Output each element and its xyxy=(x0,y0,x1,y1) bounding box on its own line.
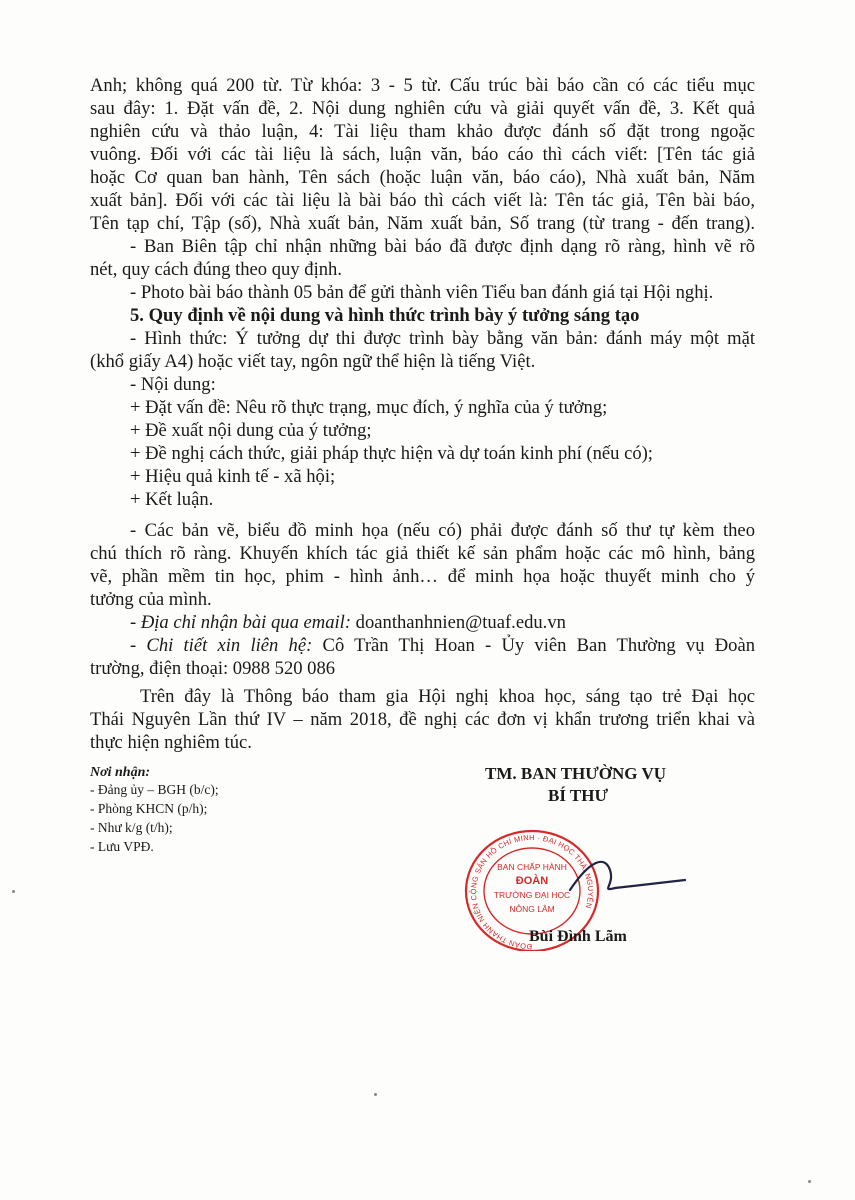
email-line xyxy=(130,612,755,634)
body-line: tưởng của mình. xyxy=(90,589,212,610)
list-item: + Kết luận. xyxy=(130,489,214,510)
recipient-item: - Đảng ủy – BGH (b/c); xyxy=(90,782,219,797)
body-line: (khổ giấy A4) hoặc viết tay, ngôn ngữ thể hiện là tiếng Việt. xyxy=(90,351,536,372)
list-item: + Đề xuất nội dung của ý tưởng; xyxy=(130,420,372,441)
list-item: + Đề nghị cách thức, giải pháp thực hiện và dự toán kinh phí (nếu có); xyxy=(130,443,653,464)
signature-title: TM. BAN THƯỜNG VỤ xyxy=(485,764,667,783)
body-line: vuông. Đối với các tài liệu là sách, luận văn, báo cáo thì cách viết: [Tên tác giả xyxy=(90,144,755,165)
seal-line: NÔNG LÂM xyxy=(509,904,555,914)
contact-line xyxy=(130,635,755,657)
section-heading: 5. Quy định về nội dung và hình thức trình bày ý tưởng sáng tạo xyxy=(130,305,640,326)
email-address[interactable]: doanthanhnien@tuaf.edu.vn xyxy=(351,612,566,633)
body-line: vẽ, phần mềm tin học, phim - hình ảnh… để minh họa hoặc thuyết minh cho ý xyxy=(90,566,755,587)
closing-line: Thái Nguyên Lần thứ IV – năm 2018, đề nghị các đơn vị khẩn trương triển khai và xyxy=(90,709,755,730)
body-line: - Photo bài báo thành 05 bản để gửi thành viên Tiểu ban đánh giá tại Hội nghị. xyxy=(130,282,714,303)
body-line: nghiên cứu và thảo luận, 4: Tài liệu tham khảo được đánh số đặt trong ngoặc xyxy=(90,121,755,142)
body-line: hoặc Cơ quan ban hành, Tên sách (hoặc luận văn, báo cáo), Nhà xuất bản, Năm xyxy=(90,167,755,188)
body-line: sau đây: 1. Đặt vấn đề, 2. Nội dung nghiên cứu và giải quyết vấn đề, 3. Kết quả xyxy=(90,98,755,119)
seal-ring-text: ĐOÀN THANH NIÊN CỘNG SẢN HỒ CHÍ MINH · ĐẠI HỌC THÁI NGUYÊN xyxy=(469,832,596,951)
signer-name: Bùi Đình Lãm xyxy=(529,928,627,945)
list-item: + Đặt vấn đề: Nêu rõ thực trạng, mục đích, ý nghĩa của ý tưởng; xyxy=(130,397,608,418)
scan-speck xyxy=(374,1093,377,1096)
body-line: Tên tạp chí, Tập (số), Nhà xuất bản, Năm xuất bản, Số trang (từ trang - đến trang). xyxy=(90,213,755,234)
recipients-title: Nơi nhận: xyxy=(90,765,151,780)
closing-line: Trên đây là Thông báo tham gia Hội nghị khoa học, sáng tạo trẻ Đại học xyxy=(140,686,755,707)
body-line: - Ban Biên tập chỉ nhận những bài báo đã được định dạng rõ ràng, hình vẽ rõ xyxy=(130,236,755,257)
body-line: - Nội dung: xyxy=(130,374,216,395)
body-line: nét, quy cách đúng theo quy định. xyxy=(90,259,342,280)
body-line: - Hình thức: Ý tưởng dự thi được trình bày bằng văn bản: đánh máy một mặt xyxy=(130,328,755,349)
scan-speck xyxy=(12,890,15,893)
scan-speck xyxy=(808,1180,811,1183)
recipient-item: - Phòng KHCN (p/h); xyxy=(90,801,208,816)
seal-line: TRƯỜNG ĐẠI HỌC xyxy=(493,890,571,900)
body-line: xuất bản]. Đối với các tài liệu là bài báo thì cách viết là: Tên tác giả, Tên bài báo, xyxy=(90,190,755,211)
body-line: - Các bản vẽ, biểu đồ minh họa (nếu có) phải được đánh số thư tự kèm theo xyxy=(130,520,755,541)
body-line: chú thích rõ ràng. Khuyến khích tác giả thiết kế sản phẩm hoặc các mô hình, bảng xyxy=(90,543,755,564)
seal-line: BAN CHẤP HÀNH xyxy=(497,862,567,872)
recipient-item: - Như k/g (t/h); xyxy=(90,820,173,835)
contact-label: - Chi tiết xin liên hệ: xyxy=(130,635,313,656)
list-item: + Hiệu quả kinh tế - xã hội; xyxy=(130,466,336,487)
recipient-item: - Lưu VPĐ. xyxy=(90,839,154,854)
seal-line: ĐOÀN xyxy=(515,875,549,887)
email-label: - Địa chỉ nhận bài qua email: xyxy=(130,612,352,633)
signature-role: BÍ THƯ xyxy=(548,786,608,805)
handwritten-signature xyxy=(560,850,690,900)
closing-line: thực hiện nghiêm túc. xyxy=(90,732,252,753)
contact-value: Cô Trần Thị Hoan - Ủy viên Ban Thường vụ Đoàn xyxy=(312,635,755,656)
contact-line-2: trường, điện thoại: 0988 520 086 xyxy=(90,658,336,679)
body-line: Anh; không quá 200 từ. Từ khóa: 3 - 5 từ. Cấu trúc bài báo cần có các tiểu mục xyxy=(90,75,755,96)
